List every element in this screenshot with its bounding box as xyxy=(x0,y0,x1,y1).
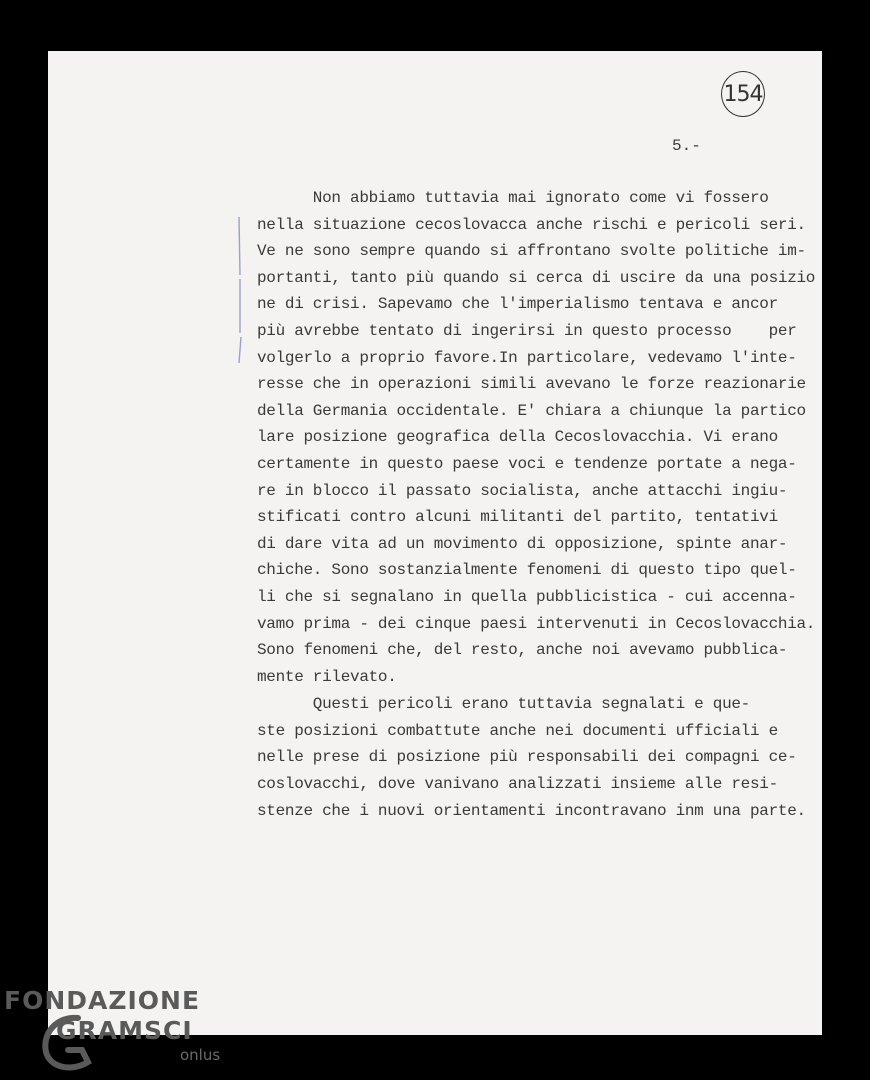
text-line: vamo prima - dei cinque paesi intervenuti in Cecoslovacchia. xyxy=(257,614,816,633)
text-line: più avrebbe tentato di ingerirsi in questo processo per xyxy=(257,321,797,340)
text-line: lare posizione geografica della Cecoslovacchia. Vi erano xyxy=(257,428,778,447)
text-line: stificati contro alcuni militanti del partito, tentativi xyxy=(257,508,778,527)
text-line: Ve ne sono sempre quando si affrontano svolte politiche im- xyxy=(257,242,806,261)
text-line: chiche. Sono sostanzialmente fenomeni di questo tipo quel- xyxy=(257,561,797,580)
watermark-line3: onlus xyxy=(180,1046,221,1064)
watermark-line1: FONDAZIONE xyxy=(4,986,201,1015)
text-line: ne di crisi. Sapevamo che l'imperialismo tentava e ancor xyxy=(257,295,778,314)
paragraph-1 xyxy=(257,185,816,690)
text-line: resse che in operazioni simili avevano le forze reazionarie xyxy=(257,375,806,394)
text-line: mente rilevato. xyxy=(257,667,397,686)
page-number: 5.- xyxy=(672,137,701,155)
fondazione-gramsci-watermark xyxy=(4,986,219,1078)
watermark-line2: GRAMSCI xyxy=(56,1016,193,1045)
text-line: volgerlo a proprio favore.In particolare, vedevamo l'inte- xyxy=(257,348,797,367)
paragraph-2 xyxy=(257,691,806,824)
text-line: Questi pericoli erano tuttavia segnalati e que- xyxy=(257,695,750,714)
margin-pencil-mark xyxy=(236,215,244,365)
typewritten-text xyxy=(257,185,816,824)
text-line: re in blocco il passato socialista, anche attacchi ingiu- xyxy=(257,481,788,500)
text-line: portanti, tanto più quando si cerca di uscire da una posizio xyxy=(257,268,816,287)
text-line: della Germania occidentale. E' chiara a chiunque la partico xyxy=(257,401,806,420)
text-line: di dare vita ad un movimento di opposizione, spinte anar- xyxy=(257,534,788,553)
text-line: nelle prese di posizione più responsabili dei compagni ce- xyxy=(257,748,797,767)
text-line: Sono fenomeni che, del resto, anche noi avevamo pubblica- xyxy=(257,641,788,660)
text-line: li che si segnalano in quella pubblicistica - cui accenna- xyxy=(257,587,797,606)
text-line: Non abbiamo tuttavia mai ignorato come vi fossero xyxy=(257,189,769,207)
text-line: stenze che i nuovi orientamenti incontravano inm una parte. xyxy=(257,801,806,820)
archive-number-stamp: 154 xyxy=(721,71,765,117)
text-line: certamente in questo paese voci e tendenze portate a nega- xyxy=(257,454,797,473)
text-line: coslovacchi, dove vanivano analizzati insieme alle resi- xyxy=(257,775,778,794)
text-line: ste posizioni combattute anche nei documenti ufficiali e xyxy=(257,721,778,740)
text-line: nella situazione cecoslovacca anche rischi e pericoli seri. xyxy=(257,215,806,234)
